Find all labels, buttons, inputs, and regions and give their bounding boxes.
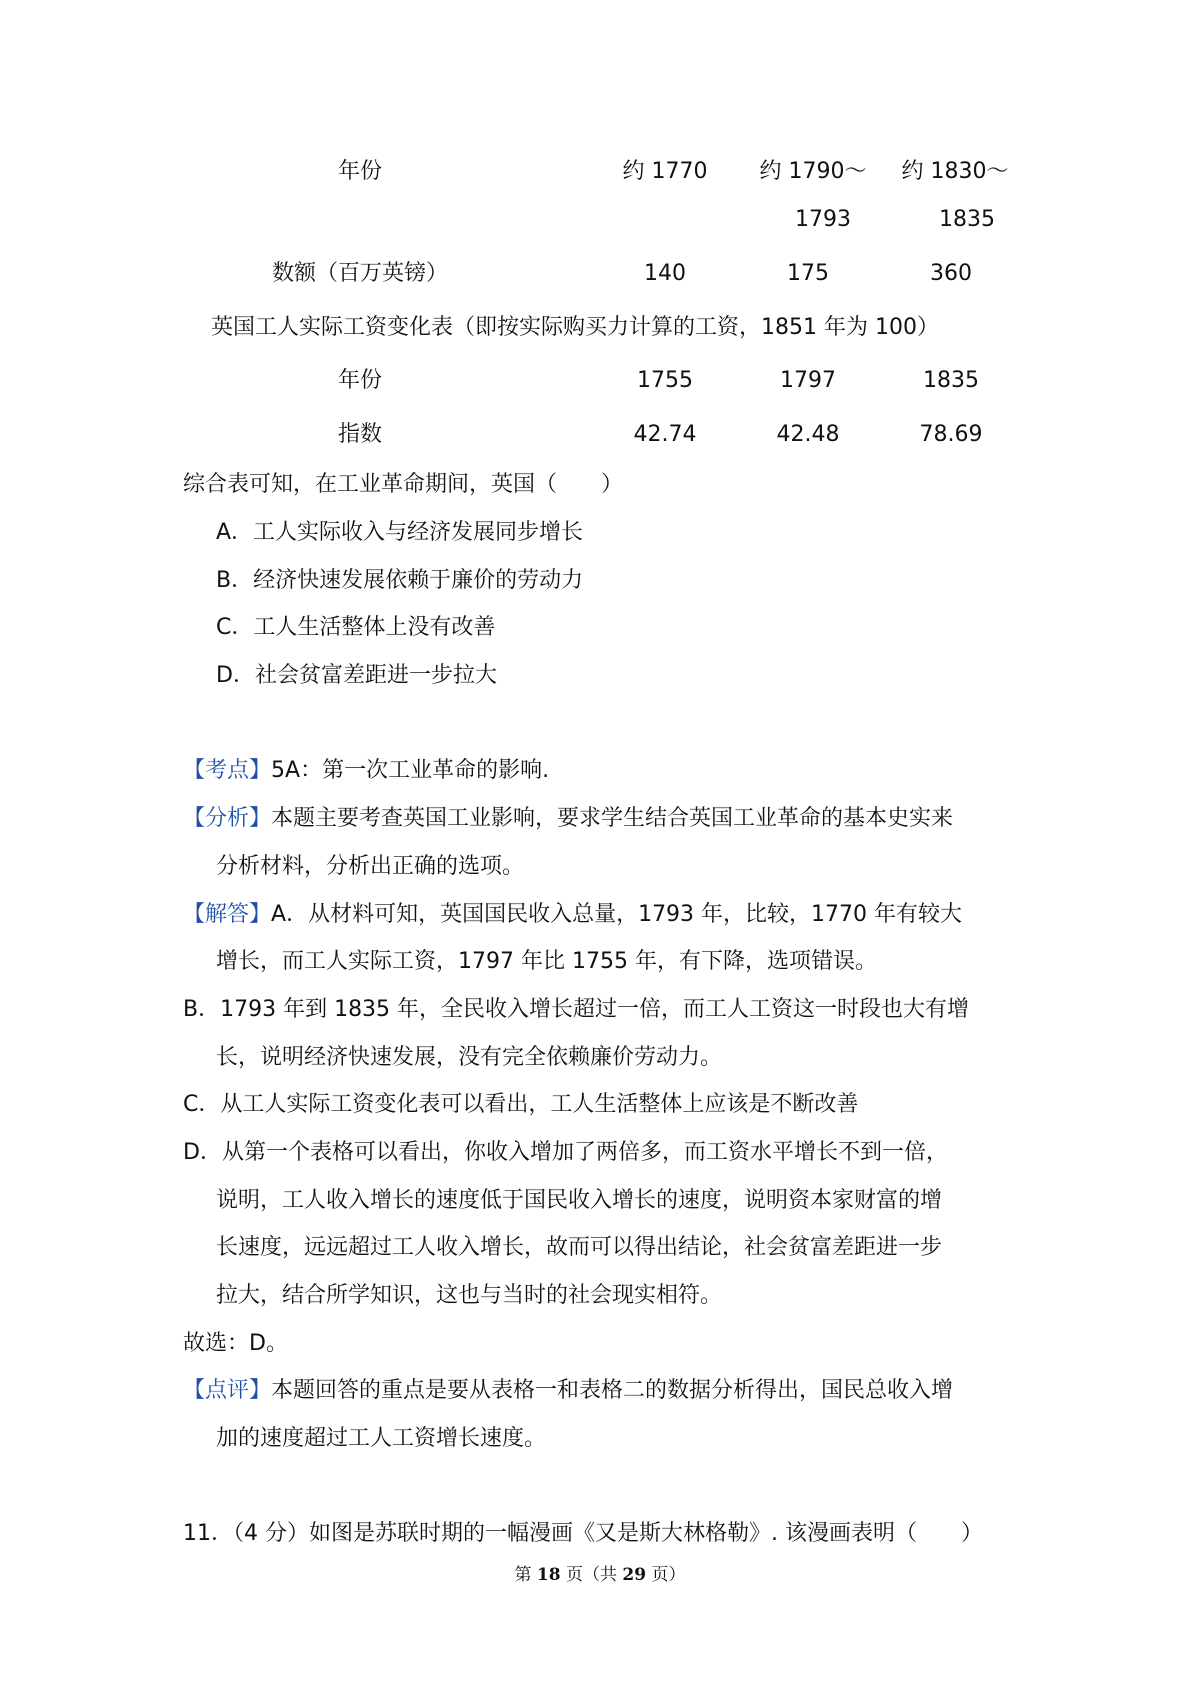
option-d-explanation-4: 拉大，结合所学知识，这也与当时的社会现实相符。 <box>216 1283 723 1308</box>
table1-amount-2: 175 <box>787 261 829 286</box>
kaodian-text: 5A：第一次工业革命的影响. <box>271 758 550 783</box>
table1-year-1: 约 1770 <box>622 159 708 184</box>
footer-suffix: 页） <box>646 1565 686 1585</box>
table2-year-3: 1835 <box>923 368 979 393</box>
option-a: A．工人实际收入与经济发展同步增长 <box>216 520 584 545</box>
option-c: C．工人生活整体上没有改善 <box>216 615 496 640</box>
fenxi-tag: 【分析】 <box>183 806 272 831</box>
jieda-tag: 【解答】 <box>183 902 272 927</box>
dianping-text-1: 本题回答的重点是要从表格一和表格二的数据分析得出，国民总收入增 <box>271 1378 954 1403</box>
table1-year-2: 约 1790～ <box>759 159 867 184</box>
answer-line: 故选：D。 <box>183 1331 288 1356</box>
dianping-line-2: 加的速度超过工人工资增长速度。 <box>216 1426 547 1451</box>
fenxi-line-1 <box>183 804 953 834</box>
table2-year-2: 1797 <box>780 368 836 393</box>
jieda-line-2: 增长，而工人实际工资，1797 年比 1755 年，有下降，选项错误。 <box>216 949 877 974</box>
option-b: B．经济快速发展依赖于廉价的劳动力 <box>216 568 584 593</box>
footer-total-pages: 29 <box>622 1565 647 1585</box>
dianping-tag: 【点评】 <box>183 1378 272 1403</box>
option-b-explanation-1: B．1793 年到 1835 年，全民收入增长超过一倍，而工人工资这一时段也大有增 <box>183 997 970 1022</box>
jieda-line-1 <box>183 900 962 930</box>
kaodian-line <box>183 756 549 786</box>
option-d-explanation-1: D．从第一个表格可以看出，你收入增加了两倍多，而工资水平增长不到一倍， <box>183 1140 948 1165</box>
jieda-text-1: A．从材料可知，英国国民收入总量，1793 年，比较，1770 年有较大 <box>271 902 963 927</box>
table2-index-1: 42.74 <box>633 422 697 447</box>
table1-amount-label: 数额（百万英镑） <box>271 261 448 286</box>
table1-year-3-cont: 1835 <box>939 207 995 232</box>
next-question: 11．（4 分）如图是苏联时期的一幅漫画《又是斯大林格勒》. 该漫画表明（ ） <box>183 1521 983 1546</box>
question-stem: 综合表可知，在工业革命期间，英国（ ） <box>183 472 624 497</box>
table1-amount-1: 140 <box>644 261 686 286</box>
option-d-explanation-3: 长速度，远远超过工人收入增长，故而可以得出结论，社会贫富差距进一步 <box>216 1235 943 1260</box>
table2-year-label: 年份 <box>337 368 382 393</box>
fenxi-text-1: 本题主要考查英国工业影响，要求学生结合英国工业革命的基本史实来 <box>271 806 954 831</box>
fenxi-line-2: 分析材料，分析出正确的选项。 <box>216 854 525 879</box>
option-b-explanation-2: 长，说明经济快速发展，没有完全依赖廉价劳动力。 <box>216 1045 723 1070</box>
option-d-explanation-2: 说明，工人收入增长的速度低于国民收入增长的速度，说明资本家财富的增 <box>216 1188 943 1213</box>
table1-year-2-cont: 1793 <box>795 207 851 232</box>
table2-title: 英国工人实际工资变化表（即按实际购买力计算的工资，1851 年为 100） <box>211 315 939 340</box>
table2-year-1: 1755 <box>637 368 693 393</box>
footer-prefix: 第 <box>514 1565 537 1585</box>
table1-year-3: 约 1830～ <box>901 159 1009 184</box>
page-footer <box>0 1560 1200 1585</box>
table1-year-label: 年份 <box>337 159 382 184</box>
option-d: D．社会贫富差距进一步拉大 <box>216 663 497 688</box>
table2-index-3: 78.69 <box>919 422 983 447</box>
table2-index-2: 42.48 <box>776 422 840 447</box>
table1-amount-3: 360 <box>930 261 972 286</box>
table2-index-label: 指数 <box>337 422 382 447</box>
option-c-explanation: C．从工人实际工资变化表可以看出，工人生活整体上应该是不断改善 <box>183 1092 859 1117</box>
footer-page-number: 18 <box>536 1565 561 1585</box>
kaodian-tag: 【考点】 <box>183 758 272 783</box>
dianping-line-1 <box>183 1376 953 1406</box>
footer-middle: 页（共 <box>560 1565 623 1585</box>
